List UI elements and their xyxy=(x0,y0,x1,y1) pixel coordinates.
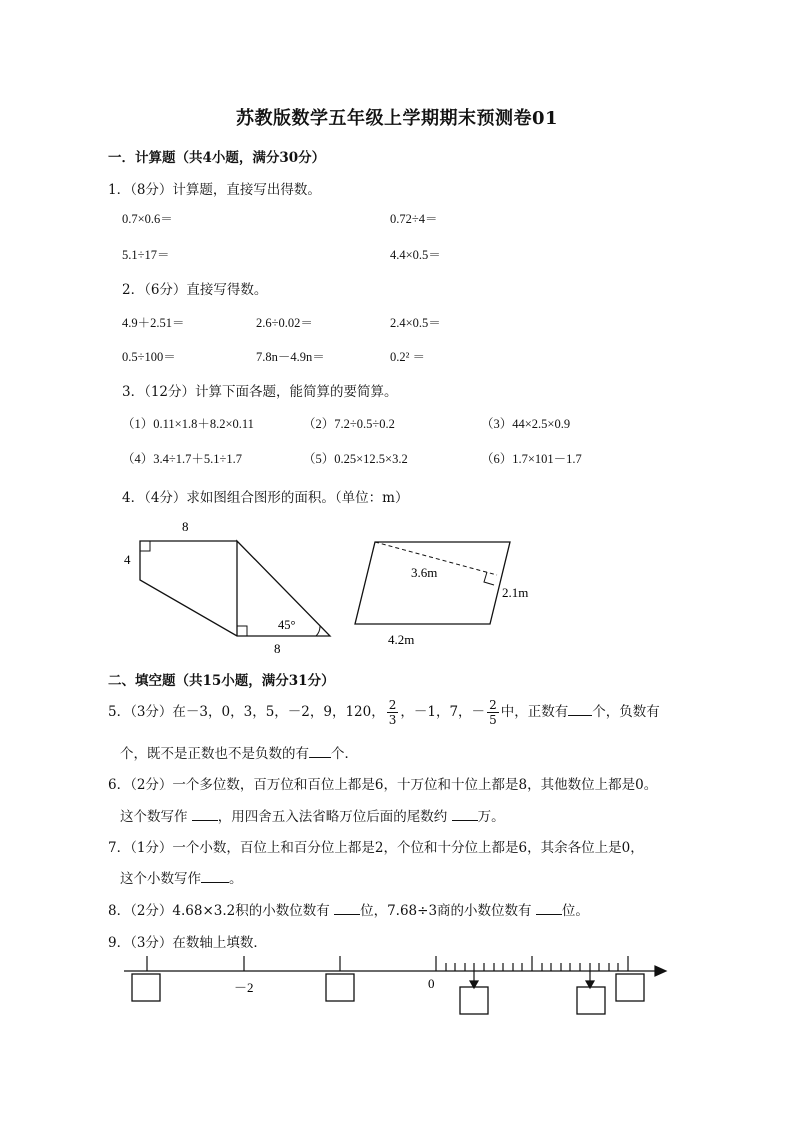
q4-figures xyxy=(110,510,670,660)
fig2-base-label: 4.2m xyxy=(388,632,415,647)
fig1-bottom-label: 8 xyxy=(274,641,281,656)
q5-part3: 中，正数有 xyxy=(500,704,569,720)
fig2-side-label: 2.1m xyxy=(502,585,529,600)
q3-item-5: （5）0.25×12.5×3.2 xyxy=(303,452,408,466)
answer-box-3[interactable] xyxy=(460,987,488,1014)
q2-item-6: 0.2² ＝ xyxy=(390,350,425,364)
label-neg-2: －2 xyxy=(234,980,254,995)
q2-item-2: 2.6÷0.02＝ xyxy=(256,316,313,330)
fig1-angle-label: 45° xyxy=(278,618,296,632)
q1-item-1: 0.7×0.6＝ xyxy=(122,212,173,226)
q5-frac1-denominator: 3 xyxy=(388,713,397,727)
q6-line2c: 万。 xyxy=(477,809,505,825)
q5-part1: 5．（3分）在－3，0，3，5，－2，9，120， xyxy=(108,704,385,720)
q1-item-2: 0.72÷4＝ xyxy=(390,212,438,226)
q5-frac1-numerator: 2 xyxy=(388,698,397,712)
section1-heading: 一．计算题（共4小题，满分30分） xyxy=(108,150,326,166)
document-title: 苏教版数学五年级上学期期末预测卷01 xyxy=(235,108,559,129)
q3-item-1: （1）0.11×1.8＋8.2×0.11 xyxy=(122,417,254,431)
q7-blank[interactable] xyxy=(201,868,229,883)
q7-line1: 7．（1分）一个小数，百位上和百分位上都是2，个位和十分位上都是6，其余各位上是0， xyxy=(108,840,644,856)
q3-item-2: （2）7.2÷0.5÷0.2 xyxy=(303,417,395,431)
q8-blank-1[interactable] xyxy=(334,900,360,915)
q4-stem: 4．（4分）求如图组合图形的面积。（单位：m） xyxy=(122,490,409,506)
q6-line2 xyxy=(120,805,505,825)
q3-item-3: （3）44×2.5×0.9 xyxy=(481,417,571,431)
q5-line2b: 个． xyxy=(331,746,358,762)
q5-fraction-2 xyxy=(487,699,499,726)
q7-line2b: 。 xyxy=(229,871,243,887)
q9-stem: 9．（3分）在数轴上填数． xyxy=(108,935,267,951)
q8-line xyxy=(108,899,589,919)
q5-blank-positive[interactable] xyxy=(568,701,592,716)
fig1-top-label: 8 xyxy=(182,519,189,534)
q5-fraction-1 xyxy=(387,699,399,726)
q8-c: 位。 xyxy=(561,903,589,919)
fig2-height-label: 3.6m xyxy=(411,565,438,580)
q1-item-4: 4.4×0.5＝ xyxy=(390,248,441,262)
fig1-left-label: 4 xyxy=(124,552,131,567)
q2-item-1: 4.9＋2.51＝ xyxy=(122,316,185,330)
q8-b: 位，7.68÷3商的小数位数有 xyxy=(360,903,532,919)
q6-blank-number[interactable] xyxy=(192,806,218,821)
label-zero: 0 xyxy=(428,976,435,991)
q3-stem: 3．（12分）计算下面各题，能简算的要简算。 xyxy=(122,384,398,400)
answer-box-1[interactable] xyxy=(132,974,160,1001)
q6-line2b: ，用四舍五入法省略万位后面的尾数约 xyxy=(217,809,448,825)
q1-stem: 1．（8分）计算题，直接写出得数。 xyxy=(108,182,321,198)
q6-blank-approx[interactable] xyxy=(452,806,478,821)
q8-blank-2[interactable] xyxy=(536,900,562,915)
section2-heading: 二、填空题（共15小题，满分31分） xyxy=(108,673,335,689)
composite-figure xyxy=(140,541,330,636)
q5-line1 xyxy=(108,697,660,727)
q2-item-4: 0.5÷100＝ xyxy=(122,350,176,364)
q6-line1: 6．（2分）一个多位数，百万位和百位上都是6，十万位和十位上都是8，其他数位上都是0。 xyxy=(108,777,658,793)
q5-part2: ，－1，7，－ xyxy=(400,704,486,720)
q5-blank-neither[interactable] xyxy=(309,743,331,758)
q3-item-6: （6）1.7×101－1.7 xyxy=(481,452,582,466)
answer-box-5[interactable] xyxy=(616,974,644,1001)
q1-item-3: 5.1÷17＝ xyxy=(122,248,170,262)
number-line-arrowhead xyxy=(655,966,666,976)
q2-item-3: 2.4×0.5＝ xyxy=(390,316,441,330)
q5-line2 xyxy=(120,742,358,762)
q3-item-4: （4）3.4÷1.7＋5.1÷1.7 xyxy=(122,452,242,466)
q6-line2a: 这个数写作 xyxy=(120,809,188,825)
q5-line2a: 个，既不是正数也不是负数的有 xyxy=(120,746,309,762)
q2-stem: 2．（6分）直接写得数。 xyxy=(122,282,268,298)
number-line xyxy=(110,950,680,1020)
q5-frac2-denominator: 5 xyxy=(489,713,497,727)
q7-line2 xyxy=(120,867,243,887)
q2-item-5: 7.8n－4.9n＝ xyxy=(256,350,325,364)
parallelogram-figure xyxy=(355,542,510,624)
q8-a: 8．（2分）4.68×3.2积的小数位数有 xyxy=(108,903,330,919)
q5-part4: 个，负数有 xyxy=(592,704,660,720)
q7-line2a: 这个小数写作 xyxy=(120,871,201,887)
answer-box-2[interactable] xyxy=(326,974,354,1001)
answer-box-4[interactable] xyxy=(577,987,605,1014)
q5-frac2-numerator: 2 xyxy=(489,698,497,712)
